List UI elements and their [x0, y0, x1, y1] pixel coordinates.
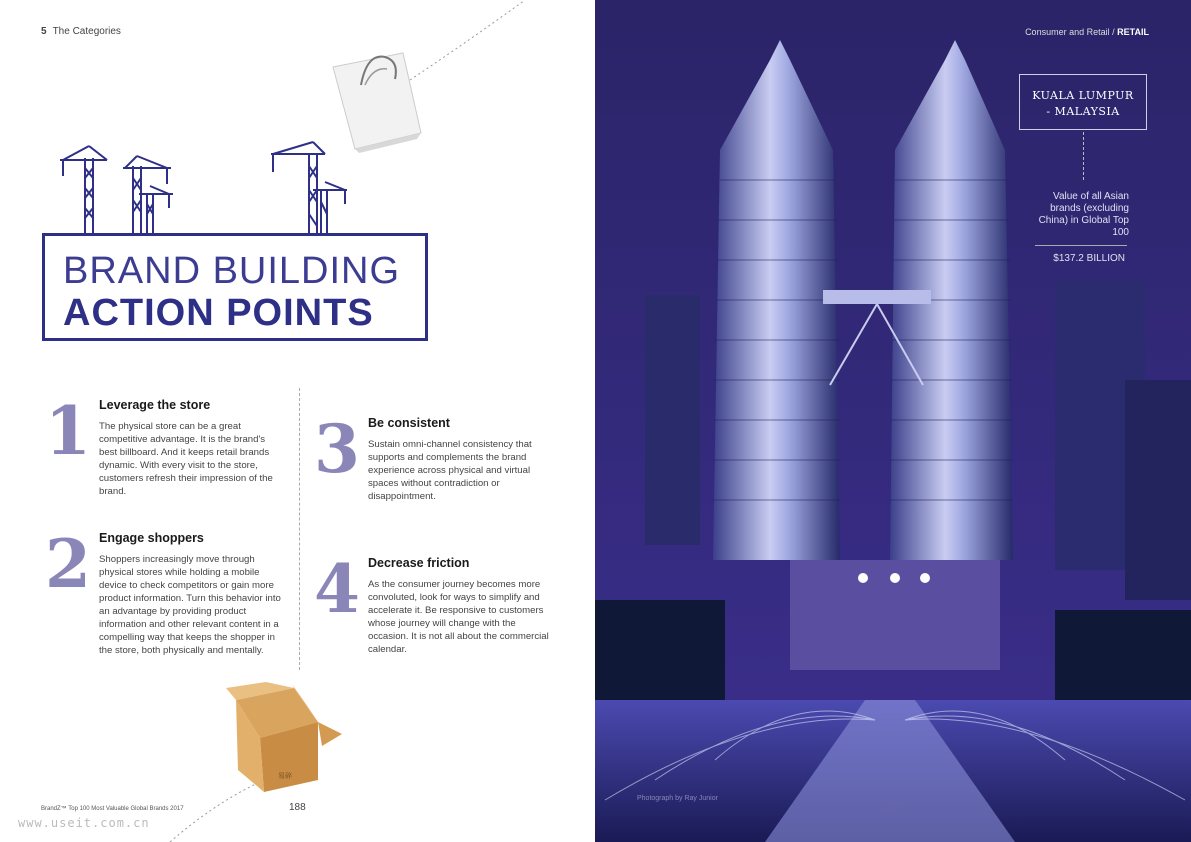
location-country: - MALAYSIA — [1046, 105, 1120, 118]
point-title: Decrease friction — [368, 556, 470, 570]
title-line-1: BRAND BUILDING — [63, 250, 401, 292]
point-number: 4 — [314, 550, 360, 628]
action-point-2 — [45, 525, 285, 671]
point-text: As the consumer journey becomes more convoluted, look for ways to simplify and accelerate it. Be responsive to customers whose journey will change with the occasion. It is not all about the commercial calendar. — [368, 579, 549, 655]
breadcrumb — [1025, 27, 1149, 37]
point-title: Be consistent — [368, 416, 450, 430]
title-line-2: ACTION POINTS — [63, 292, 374, 334]
watermark: www.useit.com.cn — [18, 816, 150, 830]
stat-value: $137.2 BILLION — [1053, 253, 1125, 264]
action-point-3 — [314, 410, 554, 516]
point-number: 1 — [45, 392, 91, 470]
column-divider — [299, 388, 300, 670]
action-point-4 — [314, 550, 554, 676]
cardboard-box-icon — [222, 682, 347, 794]
publication-footer: BrandZ™ Top 100 Most Valuable Global Brands 2017 — [41, 806, 184, 812]
stat-divider — [1035, 245, 1127, 246]
breadcrumb-separator: / — [1112, 27, 1115, 37]
section-number: 5 — [41, 26, 47, 37]
svg-text:易碎: 易碎 — [278, 772, 292, 780]
stat-label: Value of all Asian brands (excluding China) in Global Top 100 — [1038, 191, 1129, 238]
point-number: 3 — [314, 410, 360, 488]
point-text: Sustain omni-channel consistency that supports and complements the brand experience across physical and virtual spaces without contradiction or disappointment. — [368, 439, 532, 502]
photo-credit: Photograph by Ray Junior — [637, 795, 718, 802]
location-box — [1019, 74, 1147, 130]
crane-icon — [55, 138, 355, 234]
right-page-number: 189 — [883, 802, 900, 813]
point-text: Shoppers increasingly move through physical stores while holding a mobile device to check competitors or gain more product information. Turn this behavior into an advantage by providing product information and other relevant content in a compelling way that keeps the shopper in the store, both physically and mentally. — [99, 554, 281, 656]
point-title: Engage shoppers — [99, 531, 204, 545]
location-city: KUALA LUMPUR — [1032, 89, 1134, 102]
action-point-1 — [45, 392, 285, 518]
point-text: The physical store can be a great competitive advantage. It is the brand's best billboard. And it keeps retail brands dynamic. With every visit to the store, customers refresh their impression of the brand. — [99, 421, 273, 497]
breadcrumb-category: Consumer and Retail — [1025, 27, 1110, 37]
title-box — [42, 233, 428, 341]
right-page-photo — [595, 0, 1191, 842]
left-page — [0, 0, 595, 842]
section-title: The Categories — [52, 26, 121, 37]
point-number: 2 — [45, 525, 91, 603]
point-title: Leverage the store — [99, 398, 211, 412]
left-page-number: 188 — [289, 802, 306, 813]
breadcrumb-current: RETAIL — [1117, 27, 1149, 37]
location-connector — [1083, 132, 1084, 180]
